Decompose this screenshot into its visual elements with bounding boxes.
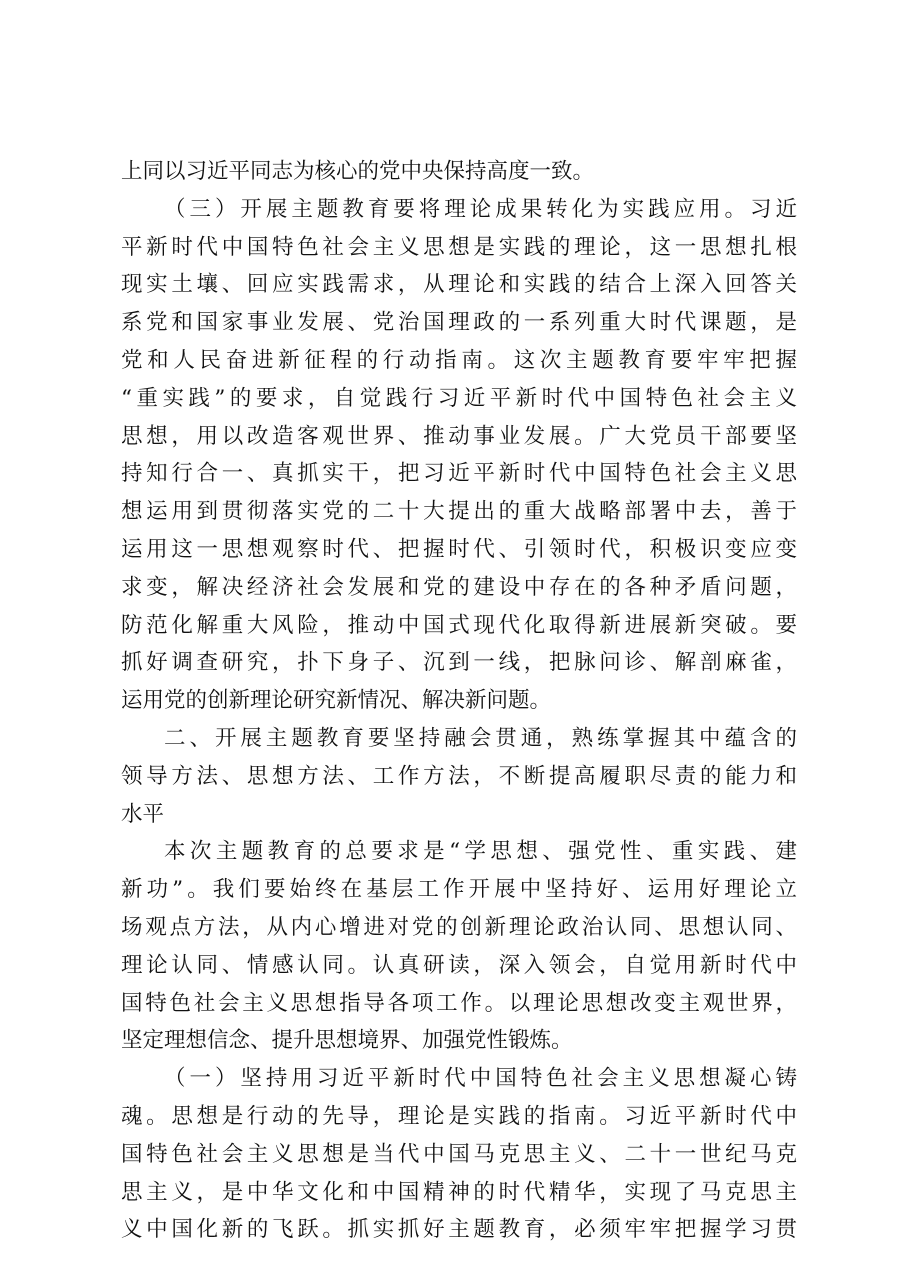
text-line: 坚定理想信念、提升思想境界、加强党性锻炼。 bbox=[121, 1028, 573, 1054]
text-line: 新功”。我们要始终在基层工作开展中坚持好、运用好理论立 bbox=[121, 877, 797, 903]
text-line: 领导方法、思想方法、工作方法，不断提高履职尽责的能力和 bbox=[121, 763, 797, 789]
text-line: 抓好调查研究，扑下身子、沉到一线，把脉问诊、解剖麻雀， bbox=[121, 650, 797, 676]
text-line: 国特色社会主义思想指导各项工作。以理论思想改变主观世界， bbox=[121, 990, 797, 1016]
text-line: 求变，解决经济社会发展和党的建设中存在的各种矛盾问题， bbox=[121, 574, 797, 600]
text-line: 魂。思想是行动的先导，理论是实践的指南。习近平新时代中 bbox=[121, 1103, 797, 1129]
text-line: 思想，用以改造客观世界、推动事业发展。广大党员干部要坚 bbox=[121, 423, 797, 449]
text-line: 运用党的创新理论研究新情况、解决新问题。 bbox=[121, 688, 552, 714]
text-line: 义中国化新的飞跃。抓实抓好主题教育，必须牢牢把握学习贯 bbox=[121, 1217, 797, 1243]
text-line: 运用这一思想观察时代、把握时代、引领时代，积极识变应变 bbox=[121, 536, 797, 562]
text-line: 场观点方法，从内心增进对党的创新理论政治认同、思想认同、 bbox=[121, 914, 797, 940]
text-line: 国特色社会主义思想是当代中国马克思主义、二十一世纪马克 bbox=[121, 1141, 797, 1167]
text-line: 二、开展主题教育要坚持融会贯通，熟练掌握其中蕴含的 bbox=[164, 725, 797, 751]
text-line: 本次主题教育的总要求是“学思想、强党性、重实践、建 bbox=[164, 839, 797, 865]
text-line: （一）坚持用习近平新时代中国特色社会主义思想凝心铸 bbox=[164, 1066, 797, 1092]
text-line: 想运用到贯彻落实党的二十大提出的重大战略部署中去，善于 bbox=[121, 499, 797, 525]
text-line: 防范化解重大风险，推动中国式现代化取得新进展新突破。要 bbox=[121, 612, 797, 638]
text-line: 理论认同、情感认同。认真研读，深入领会，自觉用新时代中 bbox=[121, 952, 797, 978]
text-line: 持知行合一、真抓实干，把习近平新时代中国特色社会主义思 bbox=[121, 461, 797, 487]
text-line: 上同以习近平同志为核心的党中央保持高度一致。 bbox=[121, 159, 595, 184]
text-line: “重实践”的要求，自觉践行习近平新时代中国特色社会主义 bbox=[121, 385, 797, 411]
text-line: 系党和国家事业发展、党治国理政的一系列重大时代课题，是 bbox=[121, 310, 797, 336]
text-line: 党和人民奋进新征程的行动指南。这次主题教育要牢牢把握 bbox=[121, 347, 797, 373]
text-line: 水平 bbox=[121, 801, 165, 827]
text-line: 思主义，是中华文化和中国精神的时代精华，实现了马克思主 bbox=[121, 1179, 797, 1205]
text-line: （三）开展主题教育要将理论成果转化为实践应用。习近 bbox=[164, 196, 797, 222]
text-line: 现实土壤、回应实践需求，从理论和实践的结合上深入回答关 bbox=[121, 272, 797, 298]
text-line: 平新时代中国特色社会主义思想是实践的理论，这一思想扎根 bbox=[121, 234, 797, 260]
document-body bbox=[121, 153, 797, 1249]
